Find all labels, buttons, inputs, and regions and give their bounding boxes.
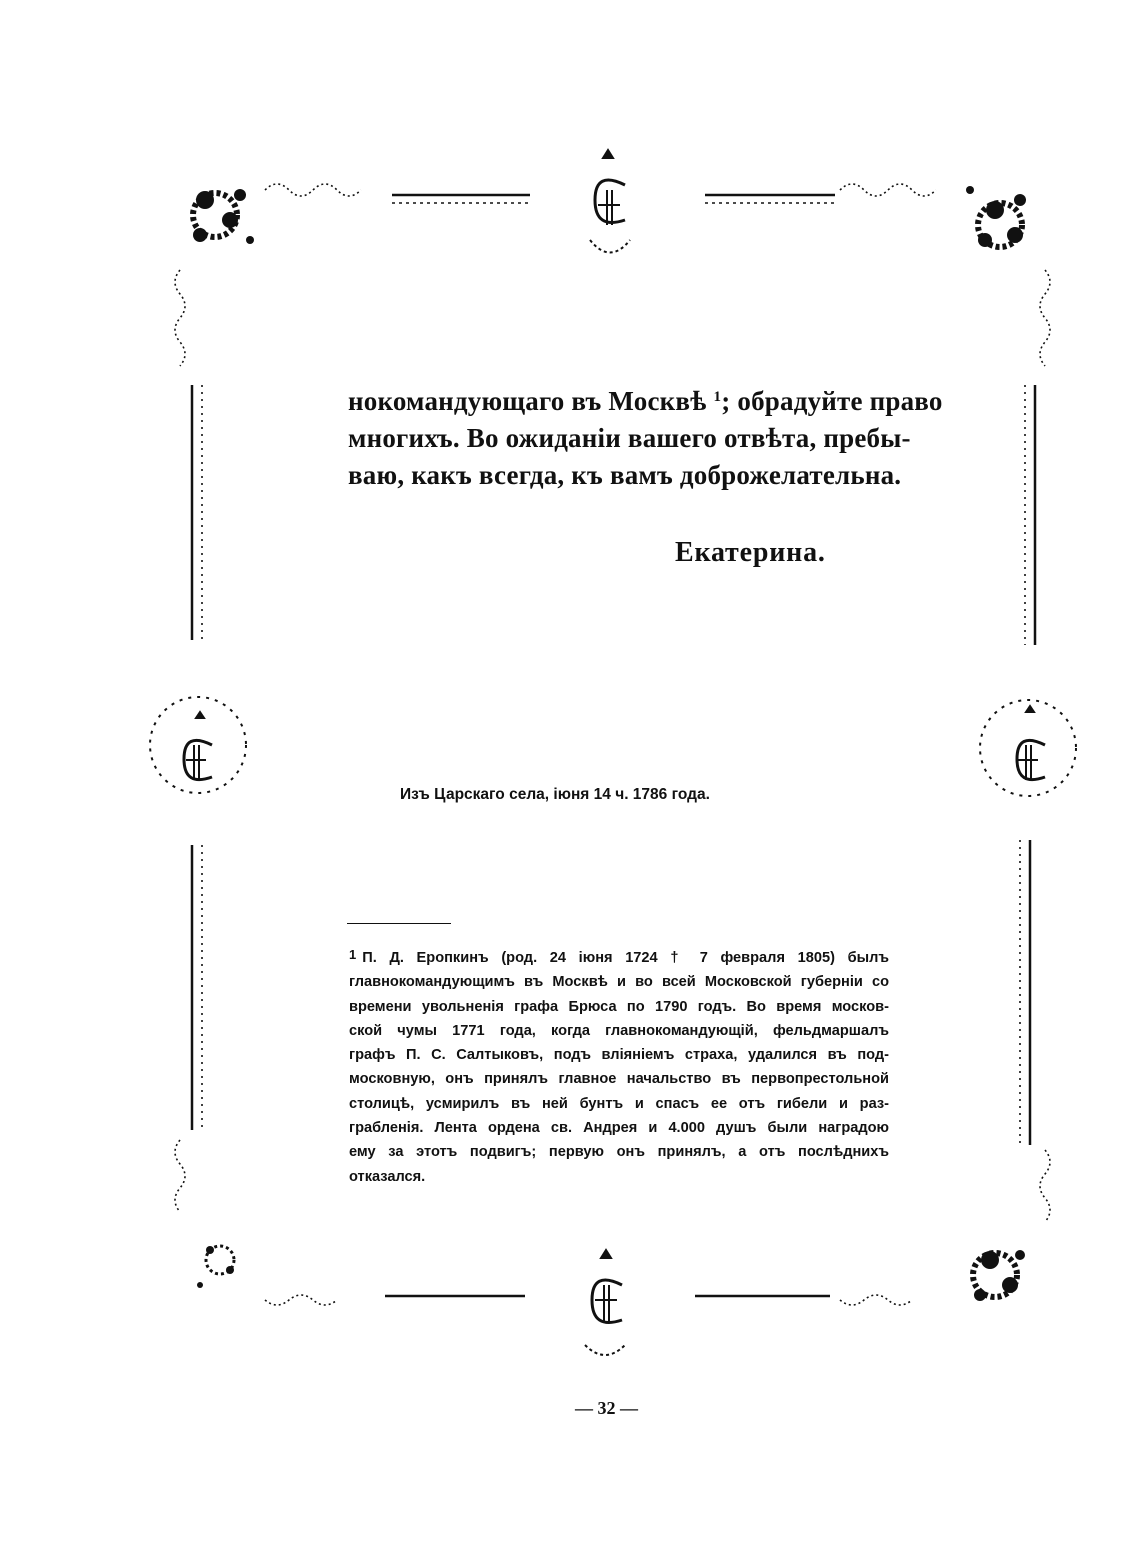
footnote-reference: 1 (713, 389, 722, 405)
letter-text (348, 383, 943, 494)
footnote-line: ему за этотъ подвигъ; первую онъ принялъ, а отъ послѣднихъ (349, 1144, 889, 1161)
footnote-separator (347, 923, 451, 924)
signature: Екатерина. (675, 537, 826, 568)
corner-ornament-top-right (966, 186, 1026, 247)
corner-ornament-top-left (193, 189, 254, 244)
monogram-left (150, 697, 246, 793)
monogram-right (980, 700, 1076, 796)
letter-line-1: нокомандующаго въ Москвѣ $^1$; обрадуйте право (348, 386, 943, 416)
footnote-line: ской чумы 1771 года, когда главнокомандующій, фельдмаршалъ (349, 1022, 889, 1039)
page-number: — 32 — (575, 1398, 638, 1418)
letter-line-3: ваю, какъ всегда, къ вамъ доброжелательна. (348, 460, 902, 490)
footnote-line: времени увольненія графа Брюса по 1790 годъ. Во время москов- (349, 998, 889, 1015)
footnote-line: графъ П. С. Салтыковъ, подъ вліяніемъ страха, удалился въ под- (349, 1047, 889, 1064)
footnote (349, 943, 889, 1189)
footnote-line: грабленія. Лента ордена св. Андрея и 4.000 душъ были наградою (349, 1120, 889, 1137)
corner-ornament-bottom-left (197, 1246, 234, 1288)
corner-ornament-bottom-right (973, 1250, 1025, 1301)
letter-line-2: многихъ. Во ожиданіи вашего отвѣта, пребы- (348, 423, 911, 453)
footnote-line: главнокомандующимъ въ Москвѣ и во всей Московской губерніи со (349, 974, 889, 991)
monogram-bottom (585, 1250, 625, 1355)
dateline: Изъ Царскаго села, іюня 14 ч. 1786 года. (400, 786, 710, 803)
footnote-number: 1 (349, 947, 357, 962)
footnote-line: московную, онъ принялъ главное начальство въ первопрестольной (349, 1071, 889, 1088)
footnote-line: отказался. (349, 1168, 426, 1185)
footnote-line: 1 П. Д. Еропкинъ (род. 24 іюня 1724 † 7 февраля 1805) былъ (349, 947, 889, 966)
footnote-line: столицѣ, усмирилъ въ ней бунтъ и спасъ ее отъ гибели и раз- (349, 1095, 889, 1112)
monogram-top (590, 150, 630, 253)
